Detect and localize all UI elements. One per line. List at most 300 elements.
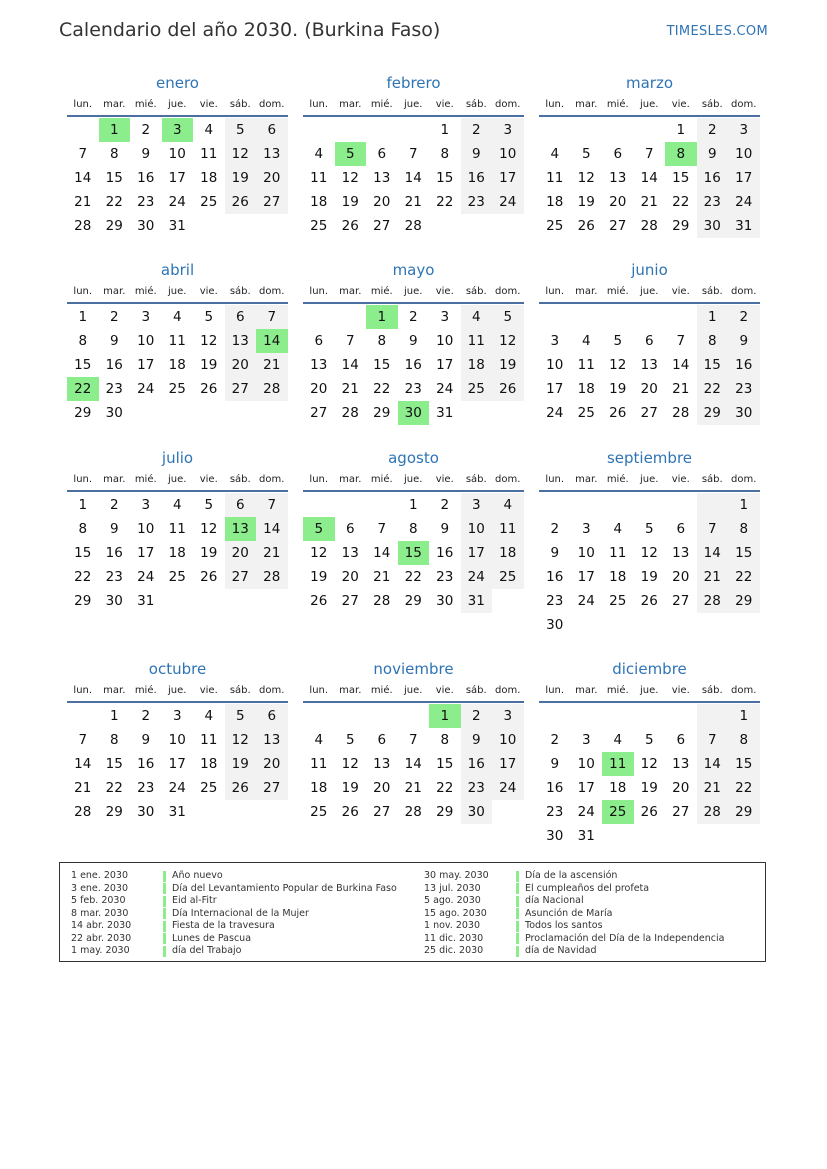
day-cell[interactable]: 25 (492, 565, 524, 589)
day-cell[interactable]: 13 (373, 170, 391, 186)
day-cell[interactable]: 15 (74, 545, 92, 561)
day-cell[interactable]: 8 (697, 329, 729, 353)
day-cell[interactable]: 16 (728, 353, 760, 377)
day-cell[interactable]: 11 (546, 170, 564, 186)
day-cell[interactable]: 27 (256, 776, 288, 800)
day-cell[interactable]: 28 (640, 218, 658, 234)
day-cell[interactable]: 4 (314, 732, 324, 748)
day-cell[interactable]: 25 (609, 593, 627, 609)
day-cell[interactable]: 21 (672, 381, 690, 397)
day-cell[interactable]: 23 (137, 194, 155, 210)
day-cell[interactable]: 20 (373, 780, 391, 796)
day-cell[interactable]: 8 (377, 333, 387, 349)
day-cell[interactable]: 20 (310, 381, 328, 397)
day-cell[interactable]: 8 (109, 146, 119, 162)
day-cell[interactable]: 15 (105, 170, 123, 186)
day-cell[interactable]: 28 (697, 800, 729, 824)
day-cell[interactable]: 12 (341, 756, 359, 772)
day-cell[interactable]: 26 (225, 190, 257, 214)
day-cell[interactable]: 4 (581, 333, 591, 349)
day-cell[interactable]: 4 (172, 497, 182, 513)
day-cell[interactable]: 24 (137, 569, 155, 585)
day-cell[interactable]: 18 (200, 756, 218, 772)
day-cell[interactable]: 15 (74, 357, 92, 373)
day-cell[interactable]: 16 (697, 166, 729, 190)
day-cell[interactable]: 9 (550, 756, 560, 772)
day-cell[interactable]: 26 (640, 804, 658, 820)
day-cell[interactable]: 17 (577, 569, 595, 585)
day-cell[interactable]: 5 (492, 305, 524, 329)
day-cell[interactable]: 23 (546, 593, 564, 609)
day-cell[interactable]: 6 (676, 521, 686, 537)
holiday-day-cell[interactable]: 5 (303, 517, 335, 541)
day-cell[interactable]: 28 (341, 405, 359, 421)
day-cell[interactable]: 10 (137, 521, 155, 537)
day-cell[interactable]: 17 (137, 545, 155, 561)
day-cell[interactable]: 12 (640, 756, 658, 772)
day-cell[interactable]: 5 (581, 146, 591, 162)
day-cell[interactable]: 26 (577, 218, 595, 234)
day-cell[interactable]: 4 (204, 122, 214, 138)
day-cell[interactable]: 15 (105, 756, 123, 772)
day-cell[interactable]: 27 (310, 405, 328, 421)
day-cell[interactable]: 25 (461, 377, 493, 401)
day-cell[interactable]: 5 (204, 497, 214, 513)
day-cell[interactable]: 17 (728, 166, 760, 190)
day-cell[interactable]: 16 (137, 170, 155, 186)
day-cell[interactable]: 13 (310, 357, 328, 373)
day-cell[interactable]: 5 (644, 732, 654, 748)
day-cell[interactable]: 2 (550, 732, 560, 748)
day-cell[interactable]: 23 (728, 377, 760, 401)
day-cell[interactable]: 12 (577, 170, 595, 186)
day-cell[interactable]: 13 (256, 142, 288, 166)
day-cell[interactable]: 1 (78, 497, 88, 513)
day-cell[interactable]: 10 (168, 146, 186, 162)
day-cell[interactable]: 14 (404, 170, 422, 186)
day-cell[interactable]: 17 (577, 780, 595, 796)
day-cell[interactable]: 4 (461, 305, 493, 329)
day-cell[interactable]: 3 (728, 118, 760, 142)
day-cell[interactable]: 19 (310, 569, 328, 585)
day-cell[interactable]: 17 (492, 166, 524, 190)
day-cell[interactable]: 17 (137, 357, 155, 373)
day-cell[interactable]: 15 (436, 170, 454, 186)
day-cell[interactable]: 17 (492, 752, 524, 776)
day-cell[interactable]: 7 (256, 493, 288, 517)
day-cell[interactable]: 26 (310, 593, 328, 609)
day-cell[interactable]: 8 (440, 732, 450, 748)
day-cell[interactable]: 19 (200, 545, 218, 561)
day-cell[interactable]: 24 (461, 565, 493, 589)
day-cell[interactable]: 27 (341, 593, 359, 609)
day-cell[interactable]: 16 (546, 569, 564, 585)
day-cell[interactable]: 2 (697, 118, 729, 142)
day-cell[interactable]: 27 (373, 804, 391, 820)
day-cell[interactable]: 27 (609, 218, 627, 234)
day-cell[interactable]: 21 (404, 194, 422, 210)
day-cell[interactable]: 25 (168, 381, 186, 397)
day-cell[interactable]: 13 (256, 728, 288, 752)
day-cell[interactable]: 23 (404, 381, 422, 397)
day-cell[interactable]: 29 (436, 804, 454, 820)
day-cell[interactable]: 30 (436, 593, 454, 609)
day-cell[interactable]: 24 (436, 381, 454, 397)
day-cell[interactable]: 21 (74, 780, 92, 796)
day-cell[interactable]: 20 (225, 541, 257, 565)
day-cell[interactable]: 17 (546, 381, 564, 397)
day-cell[interactable]: 14 (74, 170, 92, 186)
day-cell[interactable]: 16 (436, 545, 454, 561)
day-cell[interactable]: 2 (550, 521, 560, 537)
day-cell[interactable]: 22 (672, 194, 690, 210)
day-cell[interactable]: 15 (728, 541, 760, 565)
day-cell[interactable]: 10 (728, 142, 760, 166)
day-cell[interactable]: 18 (310, 780, 328, 796)
day-cell[interactable]: 26 (609, 405, 627, 421)
day-cell[interactable]: 19 (341, 780, 359, 796)
day-cell[interactable]: 7 (644, 146, 654, 162)
day-cell[interactable]: 4 (613, 732, 623, 748)
day-cell[interactable]: 16 (105, 545, 123, 561)
day-cell[interactable]: 7 (78, 146, 88, 162)
day-cell[interactable]: 3 (141, 497, 151, 513)
day-cell[interactable]: 6 (256, 118, 288, 142)
day-cell[interactable]: 18 (609, 569, 627, 585)
day-cell[interactable]: 14 (256, 517, 288, 541)
day-cell[interactable]: 29 (728, 589, 760, 613)
day-cell[interactable]: 7 (78, 732, 88, 748)
day-cell[interactable]: 14 (697, 752, 729, 776)
holiday-day-cell[interactable]: 1 (366, 305, 398, 329)
day-cell[interactable]: 10 (461, 517, 493, 541)
day-cell[interactable]: 11 (609, 545, 627, 561)
day-cell[interactable]: 14 (341, 357, 359, 373)
day-cell[interactable]: 22 (728, 565, 760, 589)
day-cell[interactable]: 12 (200, 521, 218, 537)
day-cell[interactable]: 11 (310, 170, 328, 186)
day-cell[interactable]: 21 (341, 381, 359, 397)
day-cell[interactable]: 5 (225, 704, 257, 728)
day-cell[interactable]: 1 (728, 493, 760, 517)
holiday-day-cell[interactable]: 1 (429, 704, 461, 728)
holiday-day-cell[interactable]: 14 (256, 329, 288, 353)
day-cell[interactable]: 1 (676, 122, 686, 138)
day-cell[interactable]: 9 (440, 521, 450, 537)
day-cell[interactable]: 6 (613, 146, 623, 162)
day-cell[interactable]: 2 (728, 305, 760, 329)
day-cell[interactable]: 2 (408, 309, 418, 325)
day-cell[interactable]: 9 (109, 521, 119, 537)
day-cell[interactable]: 12 (200, 333, 218, 349)
day-cell[interactable]: 27 (225, 565, 257, 589)
holiday-day-cell[interactable]: 15 (398, 541, 430, 565)
day-cell[interactable]: 28 (404, 804, 422, 820)
day-cell[interactable]: 28 (373, 593, 391, 609)
day-cell[interactable]: 18 (577, 381, 595, 397)
day-cell[interactable]: 6 (377, 146, 387, 162)
day-cell[interactable]: 28 (256, 377, 288, 401)
day-cell[interactable]: 23 (461, 776, 493, 800)
day-cell[interactable]: 3 (461, 493, 493, 517)
day-cell[interactable]: 11 (200, 732, 218, 748)
day-cell[interactable]: 26 (640, 593, 658, 609)
day-cell[interactable]: 12 (310, 545, 328, 561)
day-cell[interactable]: 28 (404, 218, 422, 234)
day-cell[interactable]: 29 (404, 593, 422, 609)
day-cell[interactable]: 31 (461, 589, 493, 613)
day-cell[interactable]: 24 (137, 381, 155, 397)
day-cell[interactable]: 25 (546, 218, 564, 234)
day-cell[interactable]: 18 (492, 541, 524, 565)
day-cell[interactable]: 21 (697, 776, 729, 800)
day-cell[interactable]: 12 (341, 170, 359, 186)
day-cell[interactable]: 24 (492, 190, 524, 214)
day-cell[interactable]: 7 (408, 732, 418, 748)
day-cell[interactable]: 1 (109, 708, 119, 724)
day-cell[interactable]: 18 (461, 353, 493, 377)
day-cell[interactable]: 4 (172, 309, 182, 325)
day-cell[interactable]: 11 (200, 146, 218, 162)
day-cell[interactable]: 29 (697, 401, 729, 425)
day-cell[interactable]: 13 (672, 545, 690, 561)
day-cell[interactable]: 31 (168, 218, 186, 234)
day-cell[interactable]: 9 (408, 333, 418, 349)
day-cell[interactable]: 25 (310, 218, 328, 234)
day-cell[interactable]: 9 (141, 732, 151, 748)
day-cell[interactable]: 16 (546, 780, 564, 796)
day-cell[interactable]: 1 (728, 704, 760, 728)
day-cell[interactable]: 7 (676, 333, 686, 349)
day-cell[interactable]: 16 (105, 357, 123, 373)
day-cell[interactable]: 20 (373, 194, 391, 210)
day-cell[interactable]: 22 (105, 194, 123, 210)
day-cell[interactable]: 24 (728, 190, 760, 214)
day-cell[interactable]: 4 (550, 146, 560, 162)
day-cell[interactable]: 6 (676, 732, 686, 748)
day-cell[interactable]: 14 (697, 541, 729, 565)
day-cell[interactable]: 13 (609, 170, 627, 186)
day-cell[interactable]: 14 (74, 756, 92, 772)
day-cell[interactable]: 25 (200, 194, 218, 210)
holiday-day-cell[interactable]: 13 (225, 517, 257, 541)
day-cell[interactable]: 1 (408, 497, 418, 513)
day-cell[interactable]: 30 (137, 804, 155, 820)
day-cell[interactable]: 25 (200, 780, 218, 796)
day-cell[interactable]: 31 (728, 214, 760, 238)
day-cell[interactable]: 31 (436, 405, 454, 421)
day-cell[interactable]: 11 (168, 521, 186, 537)
day-cell[interactable]: 26 (341, 804, 359, 820)
day-cell[interactable]: 15 (436, 756, 454, 772)
day-cell[interactable]: 3 (141, 309, 151, 325)
day-cell[interactable]: 30 (697, 214, 729, 238)
day-cell[interactable]: 5 (644, 521, 654, 537)
day-cell[interactable]: 5 (204, 309, 214, 325)
day-cell[interactable]: 19 (609, 381, 627, 397)
day-cell[interactable]: 14 (672, 357, 690, 373)
day-cell[interactable]: 24 (168, 780, 186, 796)
holiday-day-cell[interactable]: 3 (162, 118, 194, 142)
day-cell[interactable]: 30 (105, 593, 123, 609)
day-cell[interactable]: 19 (640, 780, 658, 796)
day-cell[interactable]: 24 (577, 593, 595, 609)
day-cell[interactable]: 20 (256, 752, 288, 776)
brand-logo[interactable]: TIMESLES.COM (666, 24, 768, 39)
day-cell[interactable]: 4 (492, 493, 524, 517)
day-cell[interactable]: 19 (225, 166, 257, 190)
day-cell[interactable]: 18 (168, 357, 186, 373)
day-cell[interactable]: 3 (492, 704, 524, 728)
day-cell[interactable]: 15 (728, 752, 760, 776)
holiday-day-cell[interactable]: 30 (398, 401, 430, 425)
day-cell[interactable]: 19 (640, 569, 658, 585)
day-cell[interactable]: 14 (373, 545, 391, 561)
day-cell[interactable]: 24 (168, 194, 186, 210)
day-cell[interactable]: 29 (105, 218, 123, 234)
day-cell[interactable]: 25 (577, 405, 595, 421)
day-cell[interactable]: 29 (105, 804, 123, 820)
day-cell[interactable]: 10 (546, 357, 564, 373)
day-cell[interactable]: 8 (408, 521, 418, 537)
day-cell[interactable]: 29 (672, 218, 690, 234)
day-cell[interactable]: 2 (141, 122, 151, 138)
day-cell[interactable]: 30 (728, 401, 760, 425)
day-cell[interactable]: 9 (728, 329, 760, 353)
day-cell[interactable]: 8 (440, 146, 450, 162)
day-cell[interactable]: 14 (640, 170, 658, 186)
day-cell[interactable]: 31 (577, 828, 595, 844)
day-cell[interactable]: 1 (440, 122, 450, 138)
day-cell[interactable]: 16 (461, 166, 493, 190)
day-cell[interactable]: 1 (78, 309, 88, 325)
holiday-day-cell[interactable]: 1 (99, 118, 131, 142)
day-cell[interactable]: 10 (168, 732, 186, 748)
day-cell[interactable]: 19 (200, 357, 218, 373)
day-cell[interactable]: 28 (256, 565, 288, 589)
day-cell[interactable]: 25 (310, 804, 328, 820)
day-cell[interactable]: 16 (461, 752, 493, 776)
day-cell[interactable]: 22 (404, 569, 422, 585)
day-cell[interactable]: 17 (168, 756, 186, 772)
day-cell[interactable]: 20 (341, 569, 359, 585)
day-cell[interactable]: 5 (225, 118, 257, 142)
day-cell[interactable]: 2 (109, 309, 119, 325)
day-cell[interactable]: 31 (168, 804, 186, 820)
day-cell[interactable]: 16 (137, 756, 155, 772)
day-cell[interactable]: 11 (492, 517, 524, 541)
day-cell[interactable]: 6 (225, 305, 257, 329)
day-cell[interactable]: 30 (105, 405, 123, 421)
day-cell[interactable]: 28 (74, 218, 92, 234)
day-cell[interactable]: 22 (436, 780, 454, 796)
day-cell[interactable]: 28 (672, 405, 690, 421)
day-cell[interactable]: 8 (78, 333, 88, 349)
day-cell[interactable]: 15 (697, 353, 729, 377)
day-cell[interactable]: 12 (640, 545, 658, 561)
day-cell[interactable]: 13 (341, 545, 359, 561)
day-cell[interactable]: 26 (341, 218, 359, 234)
day-cell[interactable]: 7 (697, 517, 729, 541)
day-cell[interactable]: 19 (577, 194, 595, 210)
day-cell[interactable]: 23 (461, 190, 493, 214)
day-cell[interactable]: 27 (373, 218, 391, 234)
day-cell[interactable]: 30 (461, 800, 493, 824)
day-cell[interactable]: 8 (728, 728, 760, 752)
day-cell[interactable]: 3 (550, 333, 560, 349)
day-cell[interactable]: 11 (310, 756, 328, 772)
day-cell[interactable]: 10 (577, 545, 595, 561)
day-cell[interactable]: 21 (697, 565, 729, 589)
day-cell[interactable]: 23 (105, 569, 123, 585)
day-cell[interactable]: 6 (644, 333, 654, 349)
day-cell[interactable]: 10 (577, 756, 595, 772)
day-cell[interactable]: 15 (672, 170, 690, 186)
day-cell[interactable]: 3 (581, 521, 591, 537)
day-cell[interactable]: 21 (74, 194, 92, 210)
day-cell[interactable]: 20 (672, 780, 690, 796)
day-cell[interactable]: 9 (697, 142, 729, 166)
day-cell[interactable]: 22 (373, 381, 391, 397)
day-cell[interactable]: 5 (613, 333, 623, 349)
day-cell[interactable]: 30 (546, 828, 564, 844)
day-cell[interactable]: 23 (105, 381, 123, 397)
day-cell[interactable]: 26 (492, 377, 524, 401)
day-cell[interactable]: 18 (609, 780, 627, 796)
day-cell[interactable]: 18 (200, 170, 218, 186)
day-cell[interactable]: 1 (697, 305, 729, 329)
day-cell[interactable]: 9 (550, 545, 560, 561)
day-cell[interactable]: 12 (225, 728, 257, 752)
day-cell[interactable]: 7 (697, 728, 729, 752)
day-cell[interactable]: 2 (141, 708, 151, 724)
day-cell[interactable]: 26 (200, 381, 218, 397)
holiday-day-cell[interactable]: 11 (602, 752, 634, 776)
day-cell[interactable]: 22 (74, 569, 92, 585)
day-cell[interactable]: 4 (204, 708, 214, 724)
day-cell[interactable]: 17 (168, 170, 186, 186)
day-cell[interactable]: 26 (200, 569, 218, 585)
day-cell[interactable]: 30 (137, 218, 155, 234)
day-cell[interactable]: 2 (109, 497, 119, 513)
day-cell[interactable]: 6 (225, 493, 257, 517)
day-cell[interactable]: 13 (640, 357, 658, 373)
day-cell[interactable]: 8 (109, 732, 119, 748)
day-cell[interactable]: 3 (492, 118, 524, 142)
day-cell[interactable]: 23 (697, 190, 729, 214)
day-cell[interactable]: 11 (461, 329, 493, 353)
day-cell[interactable]: 27 (256, 190, 288, 214)
day-cell[interactable]: 12 (492, 329, 524, 353)
day-cell[interactable]: 7 (377, 521, 387, 537)
day-cell[interactable]: 10 (436, 333, 454, 349)
day-cell[interactable]: 29 (74, 593, 92, 609)
day-cell[interactable]: 21 (404, 780, 422, 796)
day-cell[interactable]: 9 (461, 142, 493, 166)
day-cell[interactable]: 22 (728, 776, 760, 800)
day-cell[interactable]: 8 (78, 521, 88, 537)
day-cell[interactable]: 25 (168, 569, 186, 585)
day-cell[interactable]: 29 (373, 405, 391, 421)
day-cell[interactable]: 15 (373, 357, 391, 373)
day-cell[interactable]: 20 (256, 166, 288, 190)
day-cell[interactable]: 7 (345, 333, 355, 349)
day-cell[interactable]: 30 (546, 617, 564, 633)
day-cell[interactable]: 3 (581, 732, 591, 748)
holiday-day-cell[interactable]: 25 (602, 800, 634, 824)
day-cell[interactable]: 12 (609, 357, 627, 373)
day-cell[interactable]: 28 (74, 804, 92, 820)
